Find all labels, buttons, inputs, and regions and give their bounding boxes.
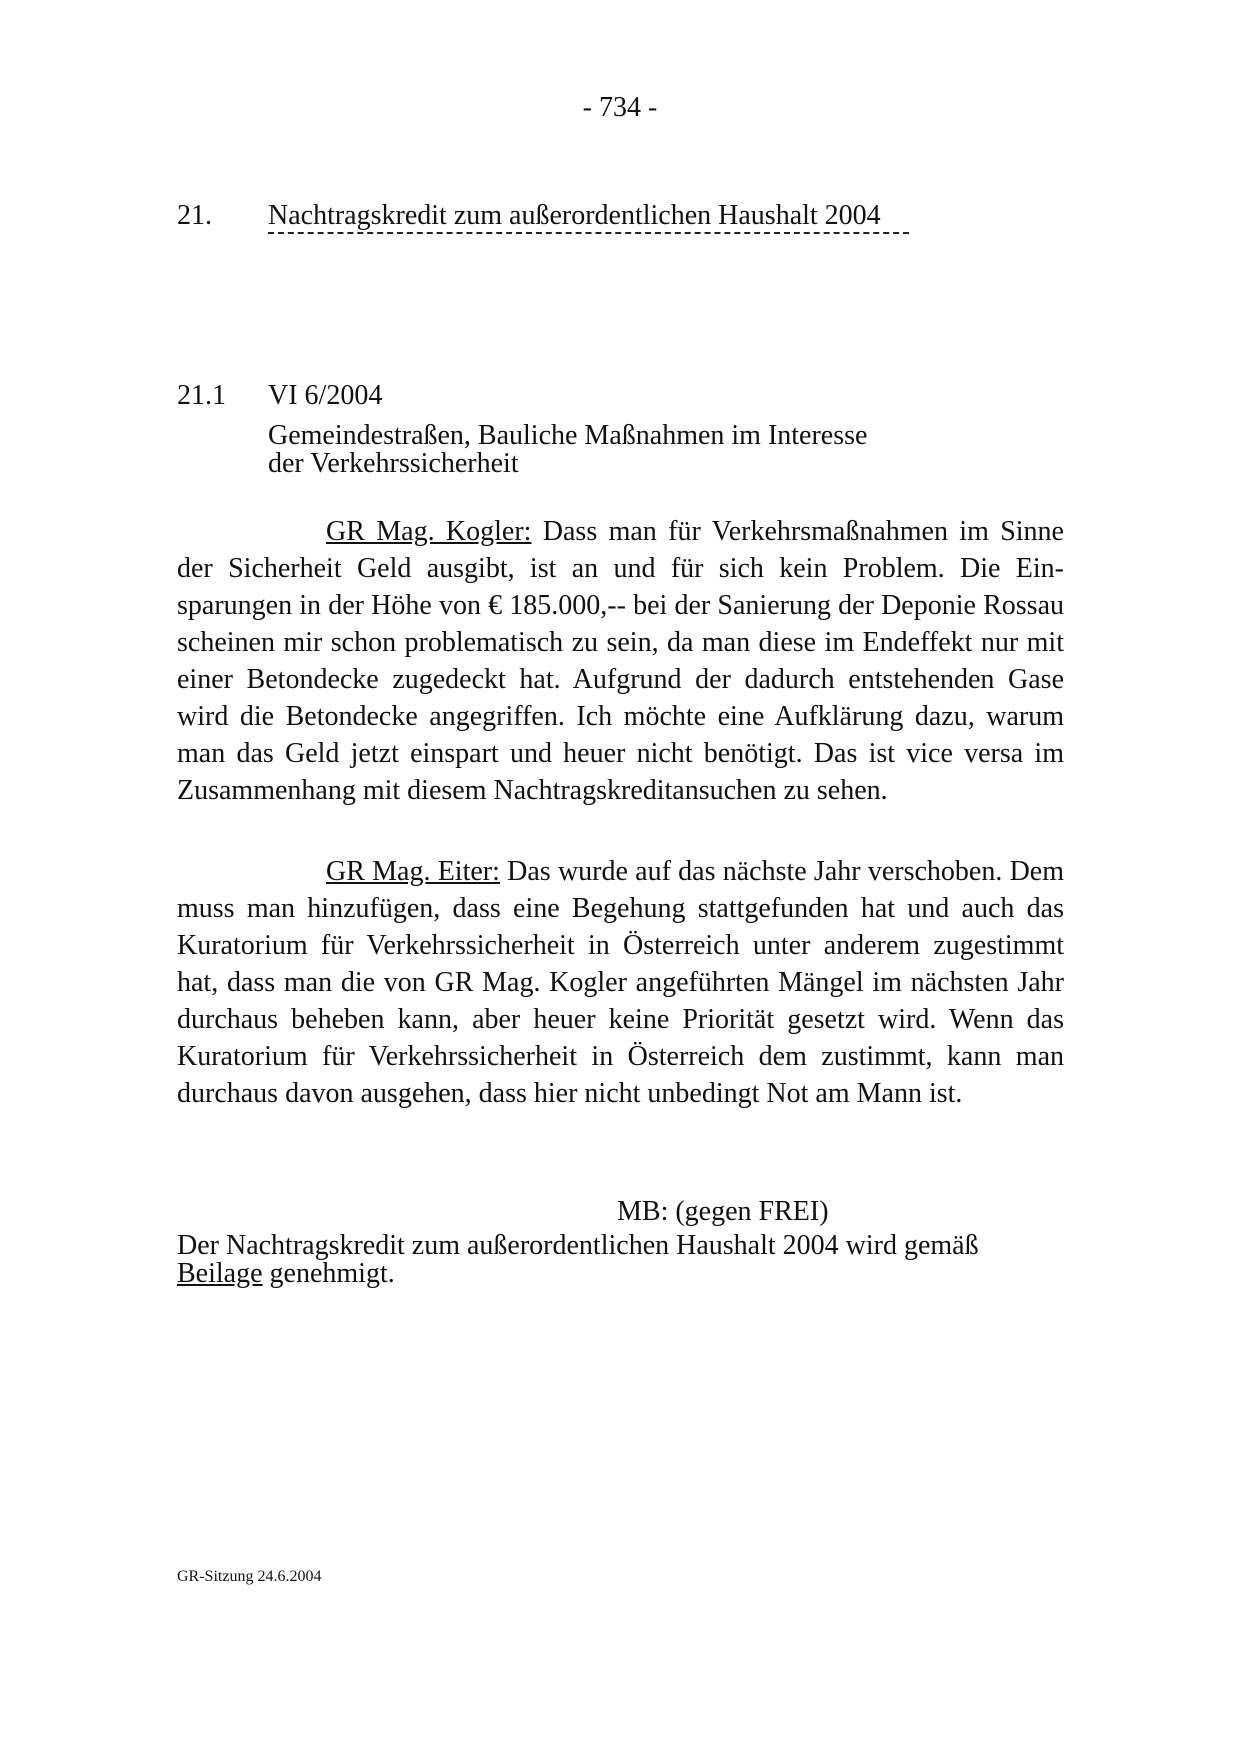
speech-text: Dass man für Verkehrsmaßnahmen im Sinne der Sicherheit Geld ausgibt, ist an und für sich kein Problem. Die Einsparungen in der Höhe von € 185.000,-- bei der Sanierung der Deponie Rossau scheinen mir schon problematisch zu sein, da man diese im Endeffekt nur mit einer Betondecke zugedeckt hat. Aufgrund der dadurch entstehenden Gase wird die Betondecke angegriffen. Ich möchte eine Aufklärung dazu, warum man das Geld jetzt einspart und heuer nicht benötigt. Das ist vice versa im Zusammenhang mit diesem Nachtragskreditansuchen zu sehen. [177, 516, 1064, 806]
speaker-name: GR Mag. Eiter: [326, 856, 500, 887]
vote-result: MB: (gegen FREI) [617, 1196, 829, 1227]
agenda-number: 21. [177, 200, 212, 231]
sub-item-description [268, 422, 968, 478]
heading-dashed-rule [268, 232, 909, 234]
resolution-text: Der Nachtragskredit zum außerordentlichen Haushalt 2004 wird gemäß [177, 1230, 979, 1261]
speech-paragraph [177, 513, 1064, 809]
attachment-link: Beilage [177, 1258, 263, 1289]
sub-item-code: VI 6/2004 [268, 380, 383, 411]
footer: GR-Sitzung 24.6.2004 [177, 1568, 322, 1585]
sub-item-number: 21.1 [177, 380, 226, 411]
sub-item-description-line: Gemeindestraßen, Bauliche Maßnahmen im Interesse [268, 420, 868, 451]
speech-text: Das wurde auf das nächste Jahr verschoben. Dem muss man hinzufügen, dass eine Begehung stattgefunden hat und auch das Kuratorium für Verkehrssicherheit in Österreich unter anderem zugestimmt hat, dass man die von GR Mag. Kogler angeführten Mängel im nächsten Jahr durchaus beheben kann, aber heuer keine Priorität gesetzt wird. Wenn das Kuratorium für Verkehrssicherheit in Österreich dem zustimmt, kann man durchaus davon ausgehen, dass hier nicht unbedingt Not am Mann ist. [177, 856, 1064, 1109]
resolution-text-end: genehmigt. [262, 1258, 395, 1289]
speaker-name: GR Mag. Kogler: [326, 516, 532, 547]
speech-paragraph [177, 853, 1064, 1112]
page-number: - 734 - [582, 92, 658, 123]
sub-item-description-line: der Verkehrssicherheit [268, 448, 519, 479]
agenda-title: Nachtragskredit zum außerordentlichen Haushalt 2004 [268, 200, 881, 231]
resolution [177, 1232, 1077, 1288]
